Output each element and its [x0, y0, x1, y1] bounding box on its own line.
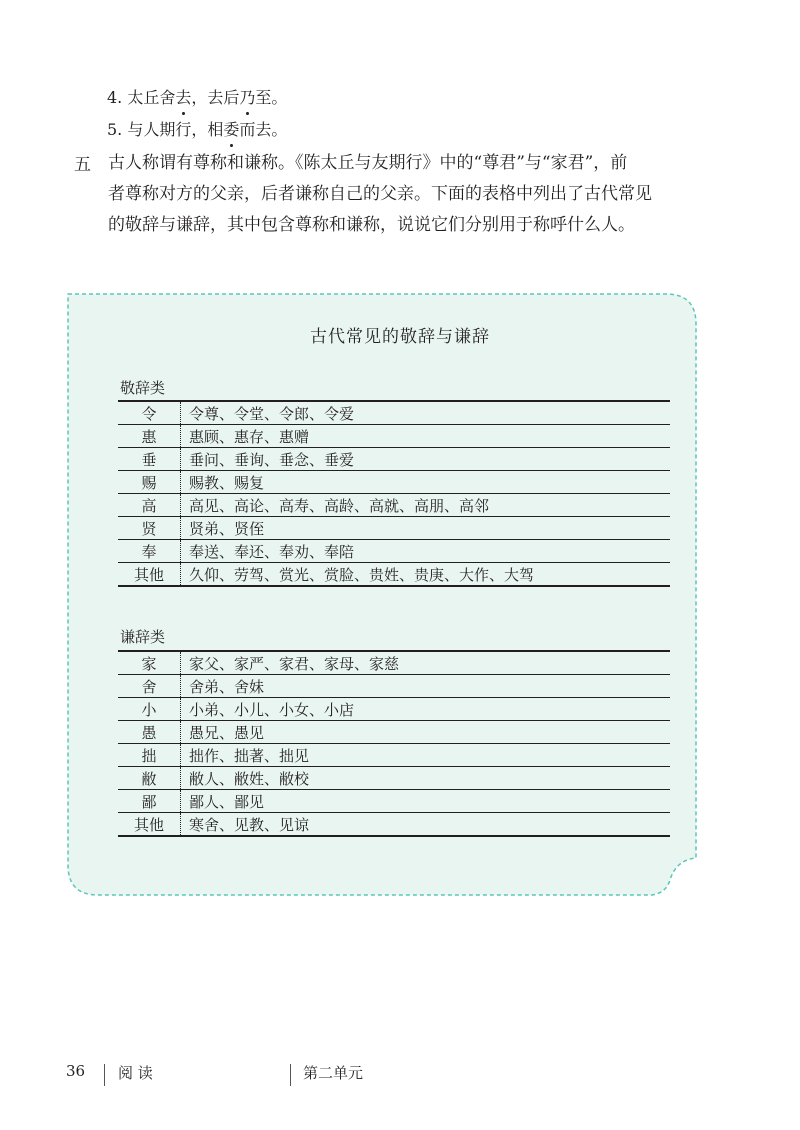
row-head-char: 家 — [118, 651, 181, 675]
footer-divider — [290, 1064, 291, 1086]
row-head-char: 其他 — [118, 813, 181, 837]
respectful-table — [118, 400, 670, 587]
text-segment: 太丘舍 — [127, 88, 176, 107]
table-row — [118, 744, 670, 767]
row-head-char: 令 — [118, 401, 181, 425]
table-row — [118, 675, 670, 698]
section-line: 者尊称对方的父亲，后者谦称自己的父亲。下面的表格中列出了古代常见 — [108, 184, 652, 204]
row-head-char: 赐 — [118, 471, 181, 494]
table-row — [118, 494, 670, 517]
row-words: 家父、家严、家君、家母、家慈 — [189, 654, 400, 673]
emphasized-char: 委 — [223, 117, 239, 140]
box-title: 古代常见的敬辞与谦辞 — [310, 327, 490, 347]
table-row — [118, 651, 670, 675]
row-words: 久仰、劳驾、赏光、赏脸、贵姓、贵庚、大作、大驾 — [181, 563, 671, 587]
row-words: 奉送、奉还、奉劝、奉陪 — [181, 540, 671, 563]
text-segment: 而去。 — [239, 120, 288, 139]
table-row — [118, 721, 670, 744]
row-words: 令尊、令堂、令郎、令爱 — [189, 404, 355, 423]
row-head-char: 贤 — [118, 517, 181, 540]
section-line: 古人称谓有尊称和谦称。《陈太丘与友期行》中的“尊君”与“家君”，前 — [108, 153, 628, 173]
row-words: 拙作、拙著、拙见 — [181, 744, 671, 767]
table-row — [118, 767, 670, 790]
table-row — [118, 540, 670, 563]
row-words: 贤弟、贤侄 — [181, 517, 671, 540]
row-head-char: 鄙 — [118, 790, 181, 813]
row-words: 愚兄、愚见 — [181, 721, 671, 744]
row-head-char: 垂 — [118, 448, 181, 471]
text-segment: 与人期行，相 — [127, 120, 224, 139]
humble-label: 谦辞类 — [120, 628, 166, 646]
row-words: 小弟、小儿、小女、小店 — [181, 698, 671, 721]
table-row — [118, 517, 670, 540]
table-row — [118, 448, 670, 471]
emphasized-char: 乃 — [239, 85, 255, 108]
footer-divider — [104, 1064, 105, 1086]
row-words: 鄙人、鄙见 — [181, 790, 671, 813]
table-row — [118, 790, 670, 813]
row-head-char: 敝 — [118, 767, 181, 790]
row-words: 赐教、赐复 — [181, 471, 671, 494]
text-segment: 至。 — [255, 88, 288, 107]
page-number: 36 — [66, 1062, 86, 1080]
row-words: 寒舍、见教、见谅 — [181, 813, 671, 837]
table-row — [118, 401, 670, 425]
row-words: 敝人、敝姓、敝校 — [181, 767, 671, 790]
table-row — [118, 813, 670, 837]
section-number: 五 — [74, 155, 91, 175]
row-head-char: 舍 — [118, 675, 181, 698]
row-head-char: 愚 — [118, 721, 181, 744]
question-number: 4. — [107, 88, 123, 107]
row-words: 高见、高论、高寿、高龄、高就、高朋、高邻 — [181, 494, 671, 517]
row-head-char: 拙 — [118, 744, 181, 767]
row-head-char: 惠 — [118, 425, 181, 448]
row-head-char: 小 — [118, 698, 181, 721]
row-words: 垂问、垂询、垂念、垂爱 — [181, 448, 671, 471]
row-words: 舍弟、舍妹 — [181, 675, 671, 698]
row-head-char: 其他 — [118, 563, 181, 587]
row-head-char: 奉 — [118, 540, 181, 563]
emphasized-char: 去 — [175, 85, 191, 108]
section-line: 的敬辞与谦辞，其中包含尊称和谦称，说说它们分别用于称呼什么人。 — [108, 215, 635, 235]
footer-unit: 第二单元 — [303, 1064, 364, 1082]
table-row — [118, 563, 670, 587]
table-row — [118, 425, 670, 448]
question-number: 5. — [107, 120, 123, 139]
respectful-label: 敬辞类 — [120, 379, 166, 397]
table-row — [118, 471, 670, 494]
row-head-char: 高 — [118, 494, 181, 517]
row-words: 惠顾、惠存、惠赠 — [181, 425, 671, 448]
footer-section: 阅 读 — [118, 1064, 153, 1082]
humble-table — [118, 650, 670, 837]
text-segment: ，去后 — [191, 88, 240, 107]
table-row — [118, 698, 670, 721]
